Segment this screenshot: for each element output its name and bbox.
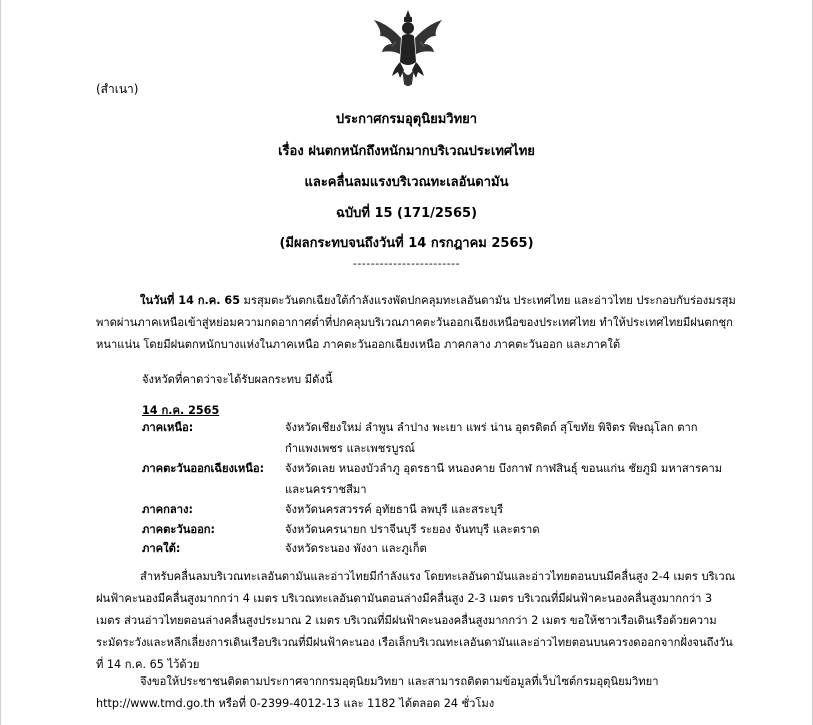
paragraph-1-text: มรสุมตะวันตกเฉียงใต้กำลังแรงพัดปกคลุมทะเลอันดามัน ประเทศไทย และอ่าวไทย ประกอบกับร่องมรสุมพาดผ่านภาคเหนือเข้าสู่หย่อมความกดอากาศต่ำที่ปกคลุมบริเวณภาคตะวันออกเฉียงเหนือของประเทศไทย ทำให้ประเทศไทยมีฝนตกชุกหนาแน่น โดยมีฝนตกหนักบางแห่งในภาคเหนือ ภาคตะวันออกเฉียงเหนือ ภาคกลาง ภาคตะวันออก และภาคใต้: [96, 294, 736, 351]
region-provinces: จังหวัดระนอง พังงา และภูเก็ต: [285, 542, 427, 555]
copy-label: (สำเนา): [96, 82, 139, 96]
region-label: ภาคเหนือ:: [142, 421, 194, 434]
affected-date: 14 ก.ค. 2565: [142, 404, 220, 417]
announcement-subject-line2: และคลื่นลมแรงบริเวณทะเลอันดามัน: [304, 175, 509, 190]
region-provinces: จังหวัดนครสวรรค์ อุทัยธานี ลพบุรี และสระบุรี: [285, 503, 504, 516]
region-provinces: จังหวัดนครนายก ปราจีนบุรี ระยอง จันทบุรี และตราด: [285, 523, 540, 536]
affected-intro: จังหวัดที่คาดว่าจะได้รับผลกระทบ มีดังนี้: [142, 373, 333, 386]
region-provinces: จังหวัดเชียงใหม่ ลำพูน ลำปาง พะเยา แพร่ น่าน อุตรดิตถ์ สุโขทัย พิจิตร พิษณุโลก ตาก กำแพงเพชร และเพชรบูรณ์: [285, 421, 698, 455]
garuda-emblem-icon: [370, 6, 446, 90]
region-label: ภาคกลาง:: [142, 503, 193, 516]
region-label: ภาคตะวันออกเฉียงเหนือ:: [142, 462, 265, 475]
paragraph-1: [96, 290, 736, 356]
paragraph-2: [96, 566, 736, 676]
paragraph-3-text: จึงขอให้ประชาชนติดตามประกาศจากกรมอุตุนิยมวิทยา และสามารถติดตามข้อมูลที่เว็บไซต์กรมอุตุนิยมวิทยา http://www.tmd.go.th หรือที่ 0-2399-4012-13 และ 1182 ได้ตลอด 24 ชั่วโมง: [96, 675, 659, 710]
announcement-title: ประกาศกรมอุตุนิยมวิทยา: [335, 112, 478, 127]
region-provinces: จังหวัดเลย หนองบัวลำภู อุดรธานี หนองคาย บึงกาฬ กาฬสินธุ์ ขอนแก่น ชัยภูมิ มหาสารคาม และนครราชสีมา: [285, 462, 723, 496]
paragraph-2-text: สำหรับคลื่นลมบริเวณทะเลอันดามันและอ่าวไทยมีกำลังแรง โดยทะเลอันดามันและอ่าวไทยตอนบนมีคลื่นสูง 2-4 เมตร บริเวณฝนฟ้าคะนองมีคลื่นสูงมากกว่า 4 เมตร บริเวณทะเลอันดามันตอนล่างมีคลื่นสูง 2-3 เมตร บริเวณที่มีฝนฟ้าคะนองคลื่นสูงมากกว่า 3 เมตร ส่วนอ่าวไทยตอนล่างคลื่นสูงประมาณ 2 เมตร บริเวณที่มีฝนฟ้าคะนองคลื่นสูงมากกว่า 2 เมตร ขอให้ชาวเรือเดินเรือด้วยความระมัดระวังและหลีกเลี่ยงการเดินเรือบริเวณที่มีฝนฟ้าคะนอง เรือเล็กบริเวณทะเลอันดามันและอ่าวไทยตอนบนควรงดออกจากฝั่งจนถึงวันที่ 14 ก.ค. 65 ไว้ด้วย: [96, 570, 736, 671]
region-label: ภาคใต้:: [142, 542, 181, 555]
announcement-subject-line1: เรื่อง ฝนตกหนักถึงหนักมากบริเวณประเทศไทย: [278, 144, 535, 159]
paragraph-3: [96, 671, 736, 715]
paragraph-1-lead: ในวันที่ 14 ก.ค. 65: [140, 294, 240, 307]
announcement-issue: ฉบับที่ 15 (171/2565): [335, 206, 478, 221]
separator: ------------------------: [352, 257, 461, 270]
region-label: ภาคตะวันออก:: [142, 523, 216, 536]
announcement-effective: (มีผลกระทบจนถึงวันที่ 14 กรกฎาคม 2565): [279, 236, 534, 251]
